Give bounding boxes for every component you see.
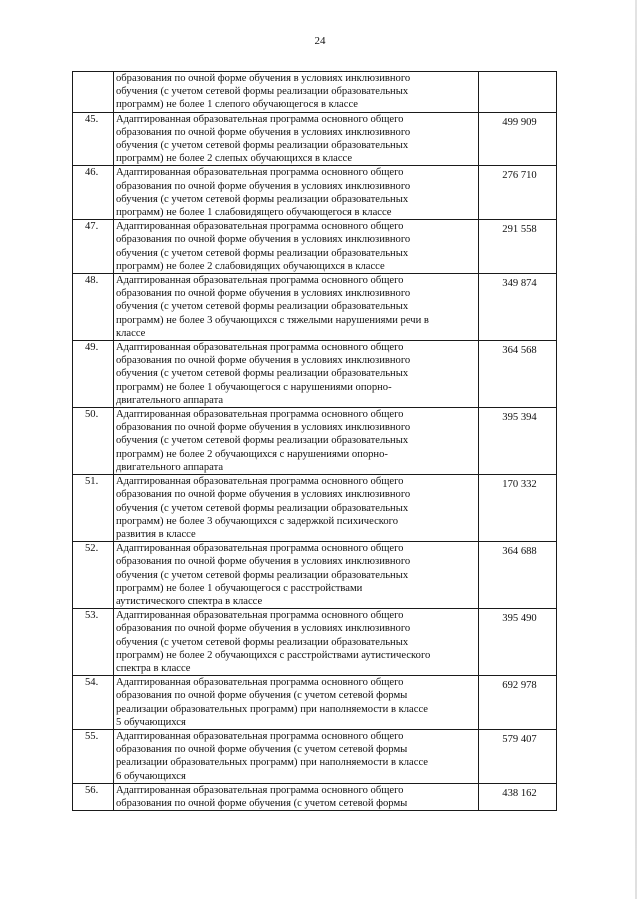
description-line: образования по очной форме обучения в условиях инклюзивного xyxy=(116,288,411,300)
description-line: программ) не более 2 обучающихся с нарушениями опорно- xyxy=(116,448,388,460)
description-line: двигательного аппарата xyxy=(116,461,224,473)
description-line: программ) не более 1 обучающегося с нарушениями опорно- xyxy=(116,381,392,393)
cost-value-cell xyxy=(479,609,557,676)
cost-value-cell xyxy=(479,676,557,730)
cost-table xyxy=(72,71,557,811)
description-line: развития в классе xyxy=(116,528,196,540)
description-line: обучения (с учетом сетевой формы реализации образовательных xyxy=(116,247,409,259)
description-line: спектра в классе xyxy=(116,662,191,674)
table-row xyxy=(73,274,557,341)
cost-value-cell xyxy=(479,220,557,274)
cost-value: 291 558 xyxy=(502,224,537,236)
description-line: обучения (с учетом сетевой формы реализации образовательных xyxy=(116,636,409,648)
cost-value-cell xyxy=(479,274,557,341)
row-number: 56. xyxy=(73,783,114,810)
cost-value: 395 490 xyxy=(502,613,537,625)
cost-value-cell xyxy=(479,112,557,166)
cost-value-cell xyxy=(479,729,557,783)
description-line: образования по очной форме обучения (с учетом сетевой формы xyxy=(116,744,408,756)
description-line: образования по очной форме обучения в условиях инклюзивного xyxy=(116,489,411,501)
description-line: 6 обучающихся xyxy=(116,770,186,782)
description-line: обучения (с учетом сетевой формы реализации образовательных xyxy=(116,140,409,152)
description-line: программ) не более 3 обучающихся с задержкой психического xyxy=(116,515,399,527)
cost-value-cell xyxy=(479,408,557,475)
description-line: образования по очной форме обучения в условиях инклюзивного xyxy=(116,623,411,635)
description-line: Адаптированная образовательная программа основного общего xyxy=(116,730,404,742)
description-line: Адаптированная образовательная программа основного общего xyxy=(116,221,404,233)
program-description xyxy=(114,609,479,676)
cost-value: 438 162 xyxy=(502,787,537,799)
description-line: Адаптированная образовательная программа основного общего xyxy=(116,113,404,125)
row-number xyxy=(73,72,114,113)
cost-value: 692 978 xyxy=(502,680,537,692)
description-line: Адаптированная образовательная программа основного общего xyxy=(116,342,404,354)
description-line: образования по очной форме обучения в условиях инклюзивного xyxy=(116,355,411,367)
program-description xyxy=(114,783,479,810)
description-line: Адаптированная образовательная программа основного общего xyxy=(116,784,404,796)
description-line: образования по очной форме обучения в условиях инклюзивного xyxy=(116,234,411,246)
scan-edge-shadow xyxy=(635,0,637,899)
description-line: Адаптированная образовательная программа основного общего xyxy=(116,610,404,622)
row-number: 48. xyxy=(73,274,114,341)
row-number: 45. xyxy=(73,112,114,166)
row-number: 49. xyxy=(73,341,114,408)
description-line: образования по очной форме обучения в условиях инклюзивного xyxy=(116,73,411,84)
table-row xyxy=(73,475,557,542)
table-row xyxy=(73,166,557,220)
table-row xyxy=(73,341,557,408)
table-body xyxy=(73,72,557,811)
description-line: программ) не более 3 обучающихся с тяжелыми нарушениями речи в xyxy=(116,314,429,326)
description-line: программ) не более 1 обучающегося с расстройствами xyxy=(116,582,363,594)
description-line: обучения (с учетом сетевой формы реализации образовательных xyxy=(116,368,409,380)
description-line: аутистического спектра в классе xyxy=(116,595,263,607)
program-description xyxy=(114,166,479,220)
description-line: образования по очной форме обучения (с учетом сетевой формы xyxy=(116,797,408,809)
program-description xyxy=(114,729,479,783)
table-row xyxy=(73,72,557,113)
row-number: 55. xyxy=(73,729,114,783)
cost-value: 349 874 xyxy=(502,278,537,290)
cost-value: 579 407 xyxy=(502,733,537,745)
description-line: Адаптированная образовательная программа основного общего xyxy=(116,409,404,421)
table-row xyxy=(73,676,557,730)
program-description xyxy=(114,274,479,341)
cost-value-cell xyxy=(479,72,557,113)
description-line: программ) не более 1 слепого обучающегося в классе xyxy=(116,99,358,111)
description-line: реализации образовательных программ) при наполняемости в классе xyxy=(116,703,428,715)
row-number: 51. xyxy=(73,475,114,542)
row-number: 50. xyxy=(73,408,114,475)
table-row xyxy=(73,783,557,810)
description-line: программ) не более 2 слабовидящих обучающихся в классе xyxy=(116,260,385,272)
cost-value: 395 394 xyxy=(502,412,537,424)
description-line: классе xyxy=(116,327,146,339)
description-line: программ) не более 2 обучающихся с расстройствами аутистического xyxy=(116,649,431,661)
cost-value-cell xyxy=(479,783,557,810)
row-number: 52. xyxy=(73,542,114,609)
cost-value-cell xyxy=(479,166,557,220)
description-line: Адаптированная образовательная программа основного общего xyxy=(116,167,404,179)
description-line: обучения (с учетом сетевой формы реализации образовательных xyxy=(116,193,409,205)
description-line: обучения (с учетом сетевой формы реализации образовательных xyxy=(116,86,409,98)
description-line: программ) не более 1 слабовидящего обучающегося в классе xyxy=(116,207,392,219)
row-number: 46. xyxy=(73,166,114,220)
cost-value: 364 568 xyxy=(502,345,537,357)
description-line: обучения (с учетом сетевой формы реализации образовательных xyxy=(116,502,409,514)
table-row xyxy=(73,729,557,783)
description-line: образования по очной форме обучения в условиях инклюзивного xyxy=(116,556,411,568)
program-description xyxy=(114,475,479,542)
description-line: Адаптированная образовательная программа основного общего xyxy=(116,476,404,488)
description-line: образования по очной форме обучения в условиях инклюзивного xyxy=(116,180,411,192)
cost-value: 170 332 xyxy=(502,479,537,491)
description-line: 5 обучающихся xyxy=(116,716,186,728)
cost-value: 499 909 xyxy=(502,116,537,128)
program-description xyxy=(114,408,479,475)
description-line: Адаптированная образовательная программа основного общего xyxy=(116,543,404,555)
cost-value-cell xyxy=(479,475,557,542)
cost-value: 276 710 xyxy=(502,170,537,182)
table-row xyxy=(73,408,557,475)
description-line: обучения (с учетом сетевой формы реализации образовательных xyxy=(116,435,409,447)
description-line: программ) не более 2 слепых обучающихся в классе xyxy=(116,153,353,165)
program-description xyxy=(114,112,479,166)
page-number: 24 xyxy=(314,35,326,47)
description-line: Адаптированная образовательная программа основного общего xyxy=(116,275,404,287)
description-line: реализации образовательных программ) при наполняемости в классе xyxy=(116,757,428,769)
description-line: образования по очной форме обучения в условиях инклюзивного xyxy=(116,126,411,138)
table-row xyxy=(73,609,557,676)
program-description xyxy=(114,542,479,609)
description-line: обучения (с учетом сетевой формы реализации образовательных xyxy=(116,569,409,581)
table-row xyxy=(73,112,557,166)
cost-value-cell xyxy=(479,542,557,609)
description-line: обучения (с учетом сетевой формы реализации образовательных xyxy=(116,301,409,313)
description-line: образования по очной форме обучения в условиях инклюзивного xyxy=(116,422,411,434)
program-description xyxy=(114,72,479,113)
row-number: 54. xyxy=(73,676,114,730)
row-number: 47. xyxy=(73,220,114,274)
program-description xyxy=(114,341,479,408)
description-line: двигательного аппарата xyxy=(116,394,224,406)
cost-value: 364 688 xyxy=(502,546,537,558)
row-number: 53. xyxy=(73,609,114,676)
table-row xyxy=(73,220,557,274)
program-description xyxy=(114,676,479,730)
table-row xyxy=(73,542,557,609)
cost-value-cell xyxy=(479,341,557,408)
program-description xyxy=(114,220,479,274)
description-line: образования по очной форме обучения (с учетом сетевой формы xyxy=(116,690,408,702)
description-line: Адаптированная образовательная программа основного общего xyxy=(116,677,404,689)
